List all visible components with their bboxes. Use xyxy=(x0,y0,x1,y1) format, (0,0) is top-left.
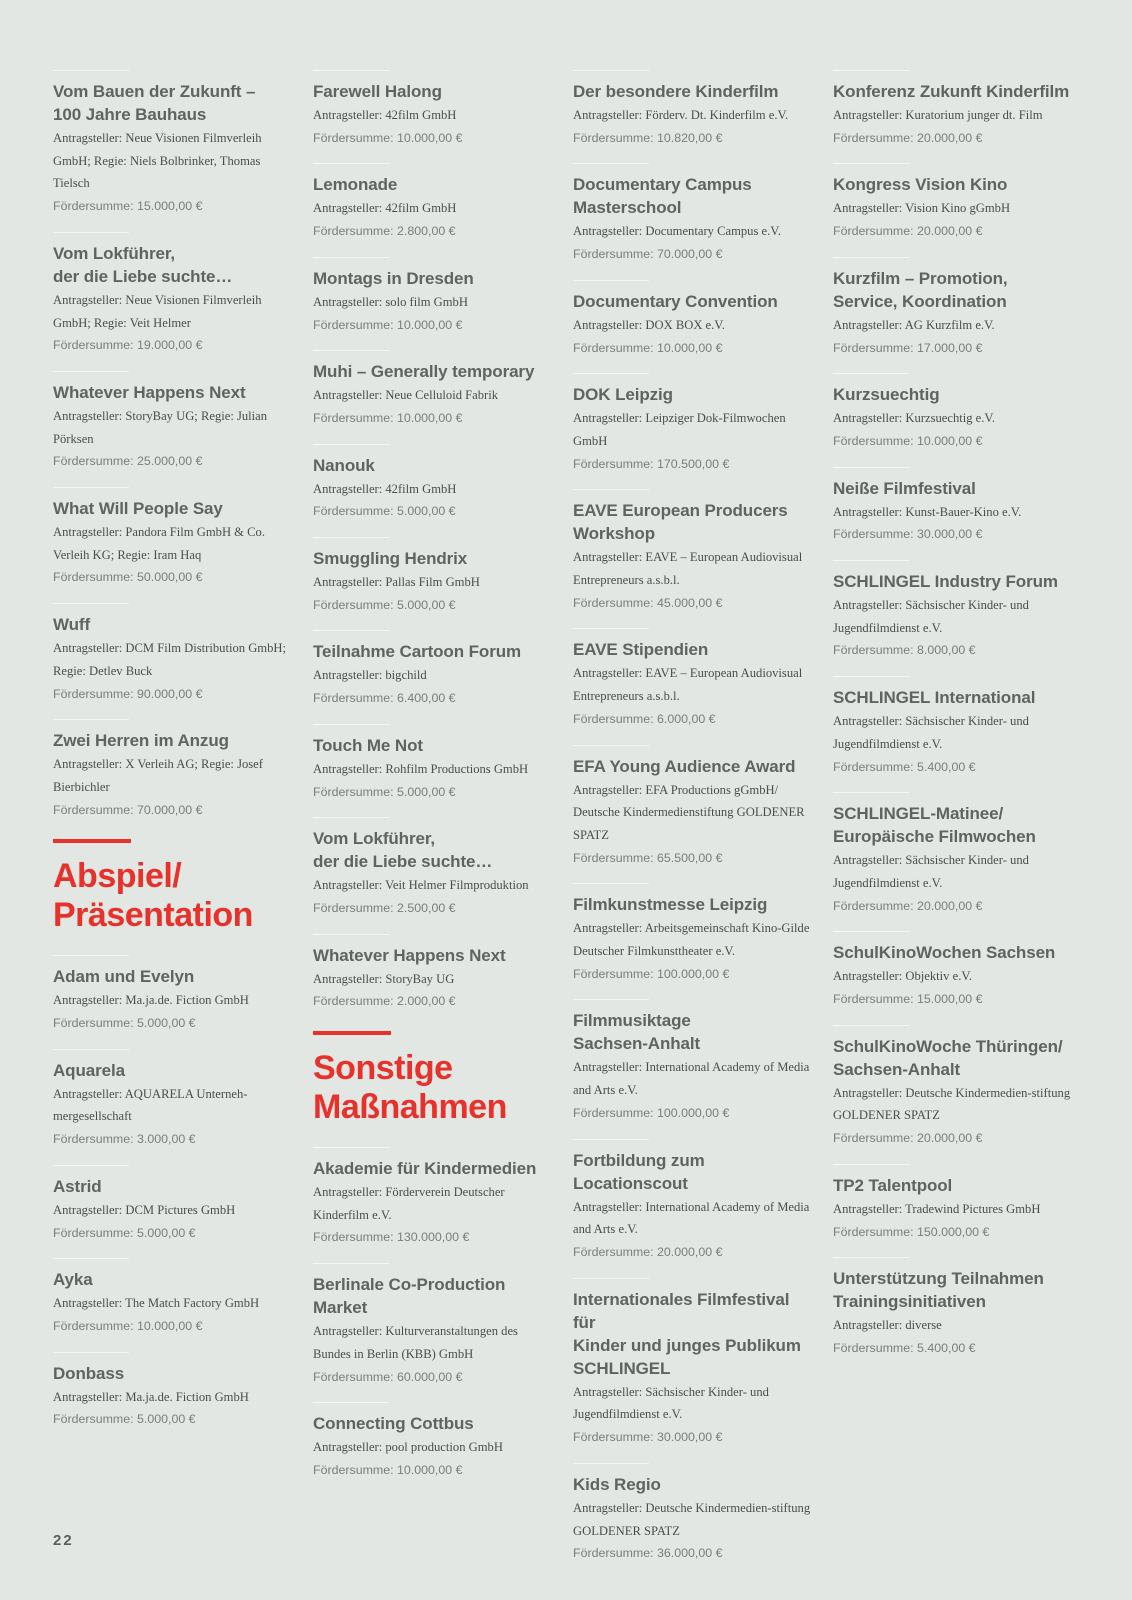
entry-applicant: Antragsteller: DCM Film Distribution GmbH; Regie: Detlev Buck xyxy=(53,641,286,678)
entry-title: EAVE Stipendien xyxy=(573,640,709,660)
entry-funding-amount: Fördersumme: 50.000,00 € xyxy=(53,570,203,585)
entry-funding-amount: Fördersumme: 5.000,00 € xyxy=(53,1412,196,1427)
entry-applicant: Antragsteller: solo film GmbH xyxy=(313,294,468,309)
funding-entry xyxy=(833,163,1073,242)
funding-entry xyxy=(573,1463,813,1565)
funding-entry xyxy=(573,745,813,870)
funding-entry xyxy=(53,719,293,821)
entry-title: Unterstützung Teilnahmen Trainingsinitiativen xyxy=(833,1269,1044,1312)
entry-title: Documentary Campus Masterschool xyxy=(573,175,752,218)
entry-title: Vom Bauen der Zukunft – 100 Jahre Bauhaus xyxy=(53,82,256,124)
funding-entry xyxy=(573,1139,813,1264)
entry-title: Konferenz Zukunft Kinderfilm xyxy=(833,82,1070,101)
entry-applicant: Antragsteller: Förderverein Deutscher Kinderfilm e.V. xyxy=(313,1185,505,1222)
entry-funding-amount: Fördersumme: 100.000,00 € xyxy=(573,1105,730,1120)
entry-title: Der besondere Kinderfilm xyxy=(573,82,779,101)
entry-applicant: Antragsteller: Kulturveranstaltungen des Bundes in Berlin (KBB) GmbH xyxy=(313,1324,518,1361)
entry-funding-amount: Fördersumme: 10.000,00 € xyxy=(313,1462,463,1477)
funding-entry xyxy=(573,163,813,265)
entry-title: Astrid xyxy=(53,1176,102,1196)
entry-applicant: Antragsteller: Objektiv e.V. xyxy=(833,969,972,984)
funding-entry xyxy=(833,676,1073,778)
entry-applicant: Antragsteller: Deutsche Kindermedien-stiftung GOLDENER SPATZ xyxy=(573,1500,811,1538)
entry-applicant: Antragsteller: Neue Celluloid Fabrik xyxy=(313,388,499,403)
funding-entry xyxy=(313,350,553,429)
entry-title: Donbass xyxy=(53,1363,125,1383)
entry-applicant: Antragsteller: Pallas Film GmbH xyxy=(313,575,480,590)
funding-entry xyxy=(573,373,813,475)
entry-title: Internationales Filmfestival für Kinder und junges Publikum SCHLINGEL xyxy=(573,1289,801,1378)
entry-funding-amount: Fördersumme: 36.000,00 € xyxy=(573,1546,723,1561)
entry-funding-amount: Fördersumme: 10.000,00 € xyxy=(573,340,723,355)
entry-applicant: Antragsteller: Ma.ja.de. Fiction GmbH xyxy=(53,993,249,1008)
entry-funding-amount: Fördersumme: 10.000,00 € xyxy=(313,410,463,425)
funding-entry xyxy=(573,999,813,1124)
entry-applicant: Antragsteller: Arbeitsgemeinschaft Kino-Gilde Deutscher Filmkunsttheater e.V. xyxy=(573,921,810,959)
entry-applicant: Antragsteller: Neue Visionen Filmverleih GmbH; Regie: Niels Bolbrinker, Thomas Tielsch xyxy=(53,131,262,191)
column-4 xyxy=(833,70,1073,1374)
funding-entry xyxy=(313,70,553,149)
funding-entry xyxy=(833,70,1073,149)
funding-entry xyxy=(313,444,553,523)
entry-funding-amount: Fördersumme: 15.000,00 € xyxy=(53,199,203,214)
entry-funding-amount: Fördersumme: 15.000,00 € xyxy=(833,992,983,1007)
entry-title: Connecting Cottbus xyxy=(313,1414,474,1434)
entry-title: Montags in Dresden xyxy=(313,268,474,288)
entry-funding-amount: Fördersumme: 10.000,00 € xyxy=(833,433,983,448)
entry-applicant: Antragsteller: Sächsischer Kinder- und Jugendfilmdienst e.V. xyxy=(833,598,1029,635)
funding-entry xyxy=(833,373,1073,452)
column-2 xyxy=(313,70,553,1496)
entry-applicant: Antragsteller: International Academy of Media and Arts e.V. xyxy=(573,1060,810,1098)
funding-entry xyxy=(313,817,553,919)
entry-applicant: Antragsteller: Förderv. Dt. Kinderfilm e.V. xyxy=(573,108,789,122)
entry-applicant: Antragsteller: Neue Visionen Filmverleih GmbH; Regie: Veit Helmer xyxy=(53,292,262,330)
section-title: Sonstige Maßnahmen xyxy=(313,1049,507,1127)
funding-entry xyxy=(833,467,1073,546)
funding-entry xyxy=(833,931,1073,1010)
entry-funding-amount: Fördersumme: 10.000,00 € xyxy=(313,130,463,145)
entry-title: Nanouk xyxy=(313,455,375,475)
entry-title: Berlinale Co-Production Market xyxy=(313,1275,506,1318)
entry-funding-amount: Fördersumme: 8.000,00 € xyxy=(833,643,976,658)
entry-title: TP2 Talentpool xyxy=(833,1175,953,1195)
funding-entry xyxy=(833,1025,1073,1150)
entry-applicant: Antragsteller: Pandora Film GmbH & Co. Verleih KG; Regie: Iram Haq xyxy=(53,525,265,562)
entry-applicant: Antragsteller: X Verleih AG; Regie: Josef Bierbichler xyxy=(53,757,263,794)
entry-funding-amount: Fördersumme: 2.000,00 € xyxy=(313,994,456,1009)
funding-entry xyxy=(833,257,1073,359)
funding-entry xyxy=(53,70,293,218)
entry-funding-amount: Fördersumme: 20.000,00 € xyxy=(833,224,983,239)
entry-title: What Will People Say xyxy=(53,499,223,519)
section-heading xyxy=(53,839,293,935)
entry-funding-amount: Fördersumme: 150.000,00 € xyxy=(833,1224,990,1239)
entry-title: Vom Lokführer, der die Liebe suchte… xyxy=(53,243,233,286)
entry-applicant: Antragsteller: Kunst-Bauer-Kino e.V. xyxy=(833,504,1022,519)
entry-funding-amount: Fördersumme: 5.000,00 € xyxy=(53,1225,196,1240)
entry-title: Whatever Happens Next xyxy=(313,945,506,965)
funding-entry xyxy=(313,257,553,336)
entry-applicant: Antragsteller: Documentary Campus e.V. xyxy=(573,224,781,239)
funding-entry xyxy=(53,1165,293,1244)
entry-applicant: Antragsteller: Sächsischer Kinder- und Jugendfilmdienst e.V. xyxy=(833,714,1029,751)
funding-entry xyxy=(573,883,813,985)
entry-applicant: Antragsteller: Veit Helmer Filmproduktion xyxy=(313,878,529,893)
entry-title: EAVE European Producers Workshop xyxy=(573,501,788,544)
entry-applicant: Antragsteller: EAVE – European Audiovisual Entrepreneurs a.s.b.l. xyxy=(573,666,803,704)
entry-title: Adam und Evelyn xyxy=(53,967,195,987)
entry-funding-amount: Fördersumme: 130.000,00 € xyxy=(313,1230,470,1245)
entry-funding-amount: Fördersumme: 20.000,00 € xyxy=(573,1244,723,1259)
funding-entry xyxy=(53,603,293,705)
entry-applicant: Antragsteller: Sächsischer Kinder- und Jugendfilmdienst e.V. xyxy=(573,1384,769,1422)
entry-funding-amount: Fördersumme: 5.400,00 € xyxy=(833,759,976,774)
entry-funding-amount: Fördersumme: 6.400,00 € xyxy=(313,691,456,706)
entry-funding-amount: Fördersumme: 5.400,00 € xyxy=(833,1340,976,1355)
entry-title: Vom Lokführer, der die Liebe suchte… xyxy=(313,829,493,872)
column-1 xyxy=(53,70,293,1445)
entry-applicant: Antragsteller: Ma.ja.de. Fiction GmbH xyxy=(53,1389,249,1404)
entry-funding-amount: Fördersumme: 25.000,00 € xyxy=(53,454,203,469)
entry-applicant: Antragsteller: Vision Kino gGmbH xyxy=(833,201,1011,216)
entry-title: Smuggling Hendrix xyxy=(313,549,468,569)
entry-title: Touch Me Not xyxy=(313,735,423,755)
entry-title: EFA Young Audience Award xyxy=(573,756,796,776)
entry-title: Kids Regio xyxy=(573,1474,661,1494)
section-heading xyxy=(313,1031,553,1127)
entry-title: Teilnahme Cartoon Forum xyxy=(313,642,522,662)
funding-entry xyxy=(313,724,553,803)
funding-entry xyxy=(313,1402,553,1481)
entry-applicant: Antragsteller: DOX BOX e.V. xyxy=(573,317,725,332)
entry-applicant: Antragsteller: Kuratorium junger dt. Film xyxy=(833,108,1043,122)
entry-funding-amount: Fördersumme: 19.000,00 € xyxy=(53,338,203,353)
entry-title: Fortbildung zum Locationscout xyxy=(573,1150,705,1193)
entry-funding-amount: Fördersumme: 70.000,00 € xyxy=(573,247,723,262)
funding-entry xyxy=(313,1147,553,1249)
entry-applicant: Antragsteller: bigchild xyxy=(313,668,427,683)
funding-entry xyxy=(573,628,813,730)
funding-entry xyxy=(573,70,813,149)
entry-applicant: Antragsteller: AG Kurzfilm e.V. xyxy=(833,317,995,332)
entry-funding-amount: Fördersumme: 30.000,00 € xyxy=(573,1430,723,1445)
entry-applicant: Antragsteller: Deutsche Kindermedien-stiftung GOLDENER SPATZ xyxy=(833,1085,1071,1123)
entry-title: Ayka xyxy=(53,1270,93,1290)
entry-funding-amount: Fördersumme: 10.820,00 € xyxy=(573,130,723,145)
page-number: 22 xyxy=(53,1532,74,1549)
entry-title: Wuff xyxy=(53,615,91,635)
entry-applicant: Antragsteller: 42film GmbH xyxy=(313,108,457,122)
entry-applicant: Antragsteller: Tradewind Pictures GmbH xyxy=(833,1201,1041,1216)
entry-applicant: Antragsteller: The Match Factory GmbH xyxy=(53,1296,260,1311)
entry-applicant: Antragsteller: 42film GmbH xyxy=(313,481,457,496)
funding-entry xyxy=(313,1263,553,1388)
entry-title: DOK Leipzig xyxy=(573,385,673,405)
entry-title: Kurzfilm – Promotion, Service, Koordination xyxy=(833,268,1008,311)
entry-title: SchulKinoWochen Sachsen xyxy=(833,943,1056,963)
entry-title: Muhi – Generally temporary xyxy=(313,362,535,382)
entry-applicant: Antragsteller: EAVE – European Audiovisual Entrepreneurs a.s.b.l. xyxy=(573,550,803,588)
entry-applicant: Antragsteller: pool production GmbH xyxy=(313,1440,503,1455)
column-3 xyxy=(573,70,813,1579)
entry-title: SCHLINGEL-Matinee/ Europäische Filmwochen xyxy=(833,804,1036,847)
entry-title: Filmmusiktage Sachsen-Anhalt xyxy=(573,1011,701,1054)
entry-applicant: Antragsteller: StoryBay UG; Regie: Julian Pörksen xyxy=(53,408,268,446)
entry-funding-amount: Fördersumme: 10.000,00 € xyxy=(53,1318,203,1333)
entry-funding-amount: Fördersumme: 17.000,00 € xyxy=(833,340,983,355)
section-title: Abspiel/ Präsentation xyxy=(53,857,253,935)
entry-title: SCHLINGEL International xyxy=(833,688,1036,708)
entry-funding-amount: Fördersumme: 5.000,00 € xyxy=(313,504,456,519)
funding-entry xyxy=(573,1278,813,1449)
entry-funding-amount: Fördersumme: 30.000,00 € xyxy=(833,527,983,542)
entry-applicant: Antragsteller: Sächsischer Kinder- und Jugendfilmdienst e.V. xyxy=(833,853,1029,890)
entry-funding-amount: Fördersumme: 60.000,00 € xyxy=(313,1369,463,1384)
entry-applicant: Antragsteller: StoryBay UG xyxy=(313,971,455,986)
funding-entry xyxy=(53,1049,293,1151)
funding-entry xyxy=(573,280,813,359)
funding-entry xyxy=(53,487,293,589)
entry-funding-amount: Fördersumme: 2.800,00 € xyxy=(313,224,456,239)
entry-title: Documentary Convention xyxy=(573,291,778,311)
funding-entry xyxy=(313,163,553,242)
entry-title: Filmkunstmesse Leipzig xyxy=(573,895,768,915)
entry-title: Zwei Herren im Anzug xyxy=(53,731,229,751)
entry-applicant: Antragsteller: AQUARELA Unterneh-mergesellschaft xyxy=(53,1086,248,1124)
entry-funding-amount: Fördersumme: 170.500,00 € xyxy=(573,456,730,471)
entry-title: Akademie für Kindermedien xyxy=(313,1159,537,1179)
entry-funding-amount: Fördersumme: 70.000,00 € xyxy=(53,802,203,817)
funding-entry xyxy=(833,1164,1073,1243)
entry-applicant: Antragsteller: 42film GmbH xyxy=(313,201,457,216)
entry-funding-amount: Fördersumme: 2.500,00 € xyxy=(313,900,456,915)
entry-title: Aquarela xyxy=(53,1060,125,1080)
entry-applicant: Antragsteller: EFA Productions gGmbH/ Deutsche Kindermedienstiftung GOLDENER SPATZ xyxy=(573,782,805,842)
funding-entry xyxy=(573,489,813,614)
entry-funding-amount: Fördersumme: 45.000,00 € xyxy=(573,595,723,610)
entry-funding-amount: Fördersumme: 20.000,00 € xyxy=(833,130,983,145)
entry-funding-amount: Fördersumme: 5.000,00 € xyxy=(313,597,456,612)
entry-title: Lemonade xyxy=(313,175,398,195)
funding-entry xyxy=(833,1257,1073,1359)
entry-funding-amount: Fördersumme: 5.000,00 € xyxy=(53,1016,196,1031)
entry-title: SCHLINGEL Industry Forum xyxy=(833,572,1058,592)
funding-entry xyxy=(53,232,293,357)
entry-applicant: Antragsteller: Leipziger Dok-Filmwochen GmbH xyxy=(573,411,786,448)
entry-applicant: Antragsteller: DCM Pictures GmbH xyxy=(53,1202,236,1217)
entry-applicant: Antragsteller: Rohfilm Productions GmbH xyxy=(313,761,529,776)
funding-entry xyxy=(833,560,1073,662)
entry-title: Farewell Halong xyxy=(313,82,442,101)
entry-title: Kurzsuechtig xyxy=(833,385,940,405)
entry-title: SchulKinoWoche Thüringen/ Sachsen-Anhalt xyxy=(833,1036,1063,1079)
entry-title: Kongress Vision Kino xyxy=(833,175,1008,195)
entry-funding-amount: Fördersumme: 5.000,00 € xyxy=(313,784,456,799)
entry-funding-amount: Fördersumme: 20.000,00 € xyxy=(833,1131,983,1146)
entry-funding-amount: Fördersumme: 6.000,00 € xyxy=(573,711,716,726)
entry-title: Neiße Filmfestival xyxy=(833,478,976,498)
funding-entry xyxy=(313,934,553,1013)
entry-funding-amount: Fördersumme: 90.000,00 € xyxy=(53,686,203,701)
entry-applicant: Antragsteller: International Academy of Media and Arts e.V. xyxy=(573,1199,810,1237)
funding-entry xyxy=(313,630,553,709)
funding-entry xyxy=(53,955,293,1034)
entry-funding-amount: Fördersumme: 3.000,00 € xyxy=(53,1132,196,1147)
funding-entry xyxy=(53,1352,293,1431)
entry-funding-amount: Fördersumme: 100.000,00 € xyxy=(573,966,730,981)
entry-funding-amount: Fördersumme: 10.000,00 € xyxy=(313,317,463,332)
entry-funding-amount: Fördersumme: 65.500,00 € xyxy=(573,850,723,865)
funding-entry xyxy=(833,792,1073,917)
entry-applicant: Antragsteller: Kurzsuechtig e.V. xyxy=(833,411,996,426)
entry-applicant: Antragsteller: diverse xyxy=(833,1318,942,1333)
funding-entry xyxy=(53,1258,293,1337)
entry-title: Whatever Happens Next xyxy=(53,382,246,402)
funding-entry xyxy=(313,537,553,616)
entry-funding-amount: Fördersumme: 20.000,00 € xyxy=(833,898,983,913)
funding-entry xyxy=(53,371,293,473)
